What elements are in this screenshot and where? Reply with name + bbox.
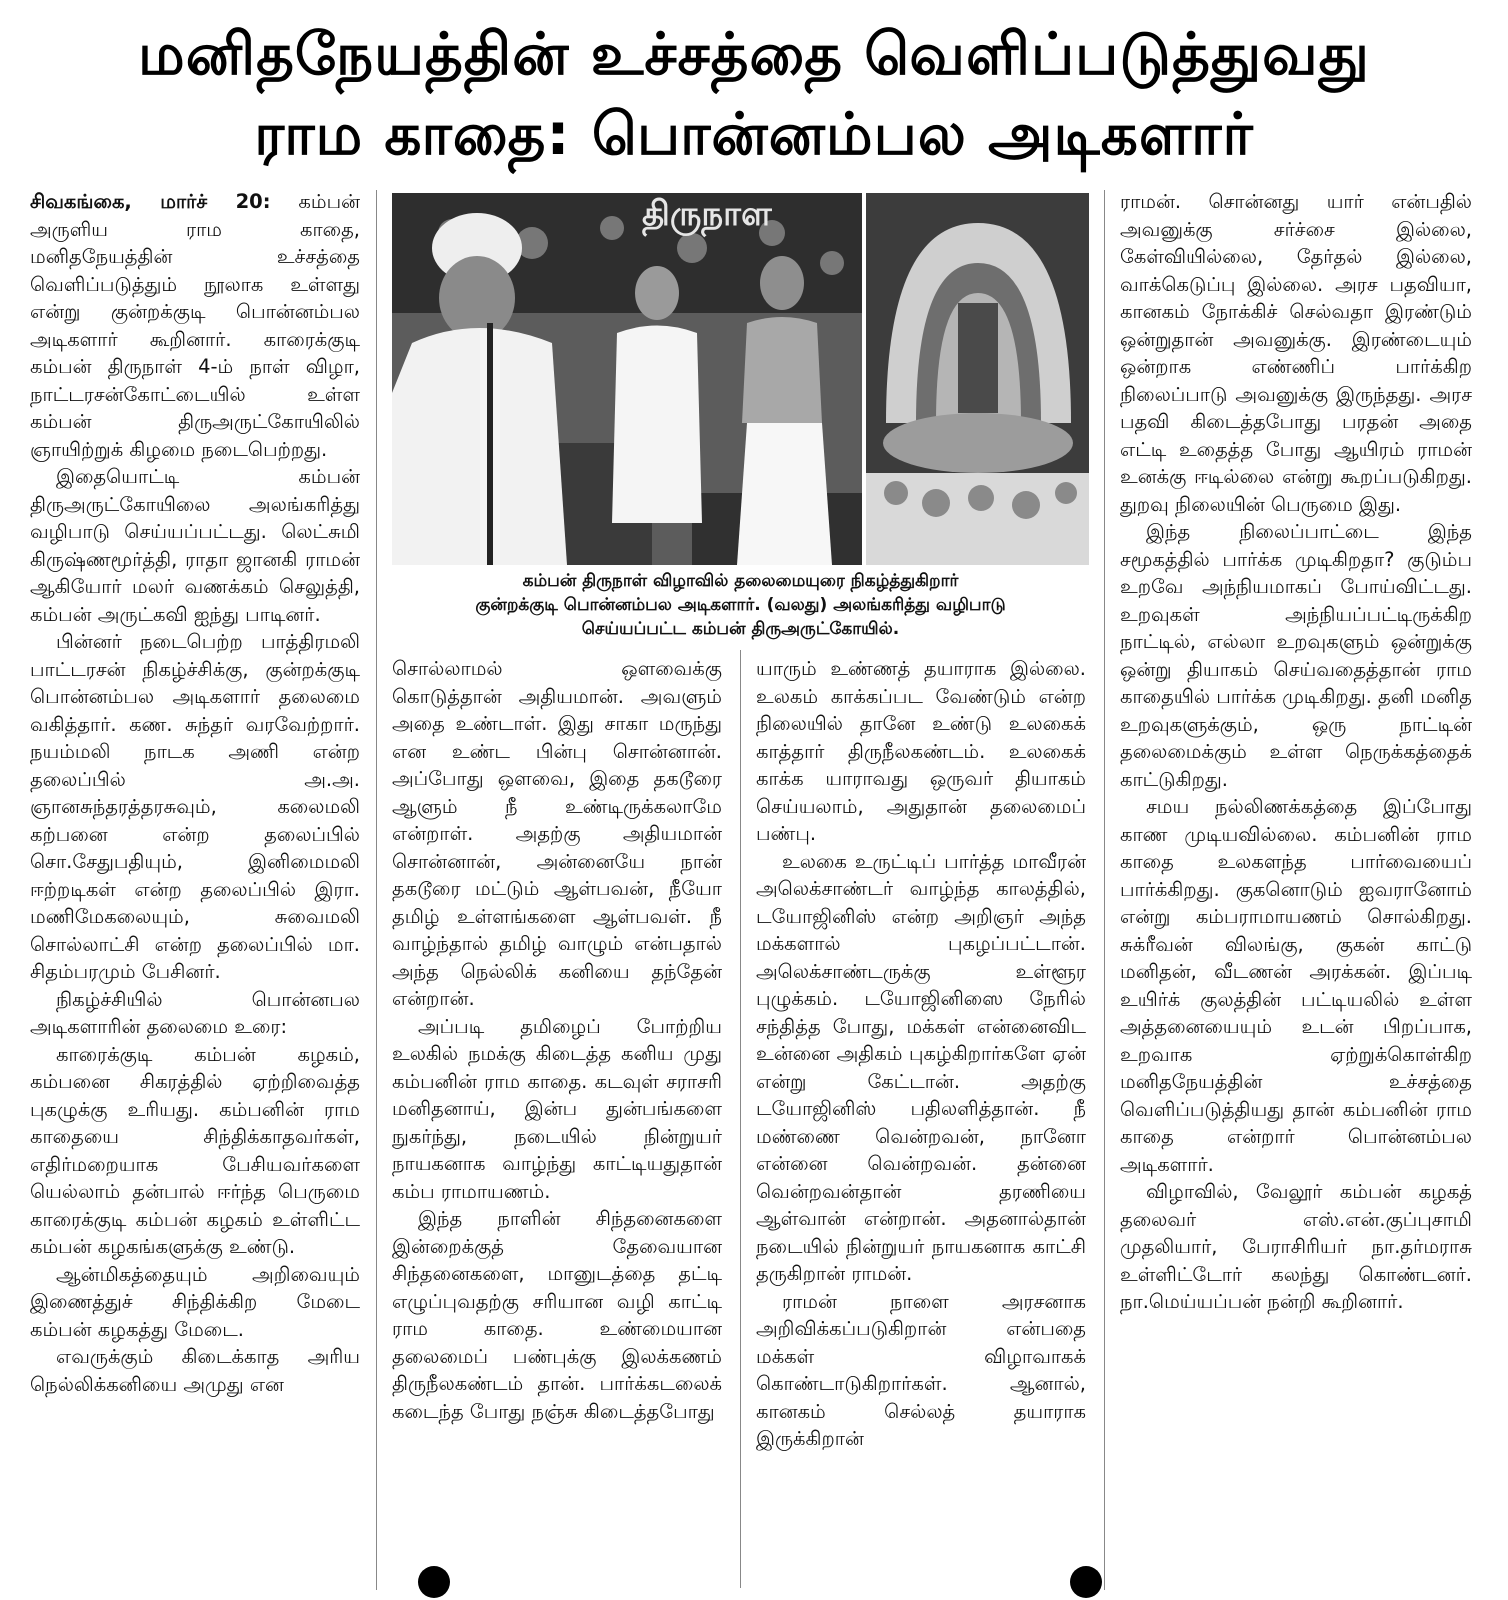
photo-temple-image — [866, 193, 1089, 565]
caption-line-1: கம்பன் திருநாள் விழாவில் தலைமையுரை நிகழ்த்துகிறார் — [522, 571, 959, 591]
headline-line-2: ராம காதை: பொன்னம்பல அடிகளார் — [254, 100, 1254, 168]
paragraph: யாரும் உண்ணத் தயாராக இல்லை. உலகம் காக்கப்பட வேண்டும் என்ற நிலையில் தானே உண்டு உலகைக் காத்தார் திருநீலகண்டம். உலகைக் காக்க யாராவது ஒருவர் தியாகம் செய்யலாம், அதுதான் தலைமைப் பண்பு. — [756, 657, 1086, 845]
photo-speaker-image — [392, 193, 862, 565]
paragraph: சமய நல்லிணக்கத்தை இப்போது காண முடியவில்லை. கம்பனின் ராம காதை உலகளந்த பார்வையைப் பார்க்கிறது. குகனொடும் ஐவரானோம் என்று கம்பராமாயணம் சொல்கிறது. சுக்ரீவன் விலங்கு, குகன் காட்டு மனிதன், வீடணன் அரக்கன். இப்படி உயிர்க் குலத்தின் பட்டியலில் உள்ள அத்தனையையும் உடன் பிறப்பாக, உறவாக ஏற்றுக்கொள்கிற மனிதநேயத்தின் உச்சத்தை வெளிப்படுத்தியது தான் கம்பனின் ராம காதை என்றார் பொன்னம்பல அடிகளார். — [1120, 795, 1472, 1176]
photo-caption — [392, 569, 1089, 641]
banner-text: திருநாள — [642, 194, 772, 234]
paragraph: பின்னர் நடைபெற்ற பாத்திரமலி பாட்டரசன் நிகழ்ச்சிக்கு, குன்றக்குடி பொன்னம்பல அடிகளார் தலைமை வகித்தார். கண. சுந்தர் வரவேற்றார். நயம்மலி நாடக அணி என்ற தலைப்பில் அ.அ. ஞானசுந்தரத்தரசுவும், கலைமலி கற்பனை என்ற தலைப்பில் சொ.சேதுபதியும், இனிமைமலி ஈற்றடிகள் என்ற தலைப்பில் இரா. மணிமேகலையும், சுவைமலி சொல்லாட்சி என்ற தலைப்பில் மா. சிதம்பரமும் பேசினர். — [30, 630, 360, 983]
photo-strip — [392, 193, 1089, 565]
paragraph: ராமன். சொன்னது யார் என்பதில் அவனுக்கு சர்ச்சை இல்லை, கேள்வியில்லை, தேர்தல் இல்லை, வாக்கெடுப்பு இல்லை. அரச பதவியா, கானகம் நோக்கிச் செல்வதா இரண்டும் ஒன்றுதான் அவனுக்கு. இரண்டையும் ஒன்றாக எண்ணிப் பார்க்கிற நிலைப்பாடு அவனுக்கு இருந்தது. அரச பதவி கிடைத்தபோது பரதன் அதை எட்டி உதைத்த போது ஆயிரம் ராமன் உனக்கு ஈடில்லை என்று கூறப்படுகிறது. துறவு நிலையின் பெருமை இது. — [1120, 190, 1472, 516]
column-divider — [1104, 190, 1105, 1590]
registration-dot — [418, 1566, 450, 1598]
article-column-2 — [392, 655, 722, 1588]
column-divider — [740, 650, 741, 1588]
photo-temple — [866, 193, 1089, 565]
paragraph: எவருக்கும் கிடைக்காத அரிய நெல்லிக்கனியை அமுது என — [30, 1345, 360, 1396]
registration-dot — [1070, 1566, 1102, 1598]
article-column-4 — [1120, 188, 1472, 1588]
paragraph: இதையொட்டி கம்பன் திருஅருட்கோயிலை அலங்கரித்து வழிபாடு செய்யப்பட்டது. லெட்சுமி கிருஷ்ணமூர்த்தி, ராதா ஜானகி ராமன் ஆகியோர் மலர் வணக்கம் செலுத்தி, கம்பன் அருட்கவி ஐந்து பாடினர். — [30, 465, 360, 626]
paragraph: இந்த நிலைப்பாட்டை இந்த சமூகத்தில் பார்க்க முடிகிறதா? குடும்ப உறவே அந்நியமாகப் போய்விட்டது. உறவுகள் அந்நியப்பட்டிருக்கிற நாட்டில், எல்லா உறவுகளும் ஒன்றுக்கு ஒன்று தியாகம் செய்வதைத்தான் ராம காதையில் பார்க்க முடிகிறது. தனி மனித உறவுகளுக்கும், ஒரு நாட்டின் தலைமைக்கும் உள்ள நெருக்கத்தைக் காட்டுகிறது. — [1120, 520, 1472, 791]
paragraph: விழாவில், வேலூர் கம்பன் கழகத் தலைவர் எஸ்.என்.குப்புசாமி முதலியார், பேராசிரியர் நா.தர்மராசு உள்ளிட்டோர் கலந்து கொண்டனர். நா.மெய்யப்பன் நன்றி கூறினார். — [1120, 1180, 1472, 1313]
dateline: சிவகங்கை, மார்ச் 20: — [30, 190, 271, 213]
headline — [0, 14, 1508, 174]
photo-speaker — [392, 193, 862, 565]
caption-line-3: செய்யப்பட்ட கம்பன் திருஅருட்கோயில். — [581, 619, 900, 639]
paragraph: அப்படி தமிழைப் போற்றிய உலகில் நமக்கு கிடைத்த கனிய முது கம்பனின் ராம காதை. கடவுள் சராசரி மனிதனாய், இன்ப துன்பங்களை நுகர்ந்து, நடையில் நின்றுயர் நாயகனாக வாழ்ந்து காட்டியதுதான் கம்ப ராமாயணம். — [392, 1014, 722, 1203]
paragraph: உலகை உருட்டிப் பார்த்த மாவீரன் அலெக்சாண்டர் வாழ்ந்த காலத்தில், டயோஜினிஸ் என்ற அறிஞர் அந்த மக்களால் புகழப்பட்டான். அலெக்சாண்டருக்கு உள்ளூர புழுக்கம். டயோஜினிஸை நேரில் சந்தித்த போது, மக்கள் என்னைவிட உன்னை அதிகம் புகழ்கிறார்களே ஏன் என்று கேட்டான். அதற்கு டயோஜினிஸ் பதிலளித்தான். நீ மண்ணை வென்றவன், நானோ என்னை வென்றவன். தன்னை வென்றவன்தான் தரணியை ஆள்வான் என்றான். அதனால்தான் நடையில் நின்றுயர் நாயகனாக காட்சி தருகிறான் ராமன். — [756, 849, 1086, 1285]
paragraph: சிவகங்கை, மார்ச் 20: கம்பன் அருளிய ராம காதை, மனிதநேயத்தின் உச்சத்தை வெளிப்படுத்தும் நூலாக உள்ளது என்று குன்றக்குடி பொன்னம்பல அடிகளார் கூறினார். காரைக்குடி கம்பன் திருநாள் 4-ம் நாள் விழா, நாட்டரசன்கோட்டையில் உள்ள கம்பன் திருஅருட்கோயிலில் ஞாயிற்றுக் கிழமை நடைபெற்றது. — [30, 190, 360, 461]
headline-line-1: மனிதநேயத்தின் உச்சத்தை வெளிப்படுத்துவது — [138, 20, 1370, 88]
article-column-1 — [30, 188, 360, 1588]
caption-line-2: குன்றக்குடி பொன்னம்பல அடிகளார். (வலது) அலங்கரித்து வழிபாடு — [475, 595, 1006, 615]
paragraph: ஆன்மிகத்தையும் அறிவையும் இணைத்துச் சிந்திக்கிற மேடை கம்பன் கழகத்து மேடை. — [30, 1262, 360, 1341]
column-divider — [376, 190, 377, 1590]
paragraph: காரைக்குடி கம்பன் கழகம், கம்பனை சிகரத்தில் ஏற்றிவைத்த புகழுக்கு உரியது. கம்பனின் ராம காதையை சிந்திக்காதவர்கள், எதிர்மறையாக பேசியவர்களை யெல்லாம் தன்பால் ஈர்ந்த பெருமை காரைக்குடி கம்பன் கழகம் உள்ளிட்ட கம்பன் கழகங்களுக்கு உண்டு. — [30, 1042, 360, 1258]
paragraph: இந்த நாளின் சிந்தனைகளை இன்றைக்குத் தேவையான சிந்தனைகளை, மானுடத்தை தட்டி எழுப்புவதற்கு சரியான வழி காட்டி ராம காதை. உண்மையான தலைமைப் பண்புக்கு இலக்கணம் திருநீலகண்டம் தான். பார்க்கடலைக் கடைந்த போது நஞ்சு கிடைத்தபோது — [392, 1207, 722, 1423]
article-column-3 — [756, 655, 1086, 1588]
paragraph: நிகழ்ச்சியில் பொன்னபல அடிகளாரின் தலைமை உரை: — [30, 987, 360, 1038]
paragraph: ராமன் நாளை அரசனாக அறிவிக்கப்படுகிறான் என்பதை மக்கள் விழாவாகக் கொண்டாடுகிறார்கள். ஆனால், கானகம் செல்லத் தயாராக இருக்கிறான் — [756, 1289, 1086, 1450]
paragraph: சொல்லாமல் ஒளவைக்கு கொடுத்தான் அதியமான். அவளும் அதை உண்டாள். இது சாகா மருந்து என உண்ட பின்பு சொன்னான். அப்போது ஒளவை, இதை தகடூரை ஆளும் நீ உண்டிருக்கலாமே என்றாள். அதற்கு அதியமான் சொன்னான், அன்னையே நான் தகடூரை மட்டும் ஆள்பவன், நீயோ தமிழ் உள்ளங்களை ஆள்பவள். நீ வாழ்ந்தால் தமிழ் வாழும் என்பதால் அந்த நெல்லிக் கனியை தந்தேன் என்றான். — [392, 657, 722, 1010]
